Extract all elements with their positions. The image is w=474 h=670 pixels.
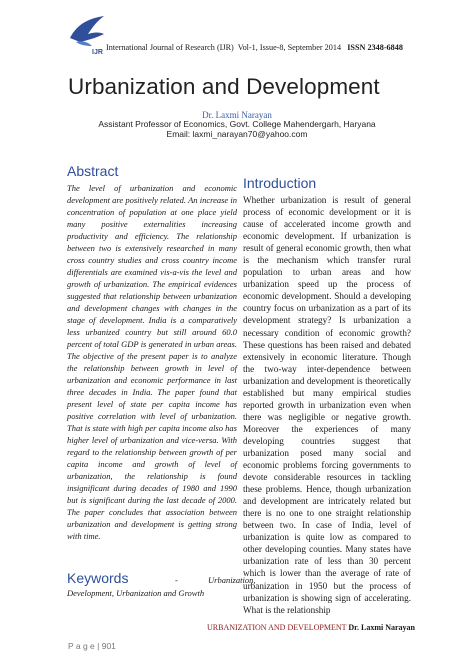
running-title: URBANIZATION AND DEVELOPMENT [207,623,347,632]
svg-text:IJR: IJR [92,49,103,56]
ijr-bird-logo-icon [66,14,106,56]
keywords-line-2: Development, Urbanization and Growth [67,588,205,598]
abstract-text: The level of urbanization and economic development are positively related. An increase in concentration of population at one place yield many positive externalities increasing productivity and efficiency. The relationship between two is extensively researched in many cross country studies and cross country income differentials are examined vis-a-vis the level and growth of urbanization. The empirical evidences suggested that relationship between urbanization and development changes with changes in the stage of development. India is a comparatively less urbanized country but still around 60.0 percent of total GDP is generated in urban areas. The objective of the present paper is to analyze the relationship between growth in level of urbanization and economic performance in last three decades in India. The paper found that present level of state per capita income has positive correlation with level of urbanization. That is state with high per capita income also has higher level of urbanization and vice-versa. With regard to the relationship between growth of per capita income and growth of level of urbanization, the relationship is found insignificant during decades of 1980 and 1990 but is significant during the last decade of 2000. The paper concludes that association between urbanization and development is getting strong with time. [67,183,237,541]
running-author: Dr. Laxmi Narayan [348,623,415,632]
running-footer [207,623,415,632]
author-name: Dr. Laxmi Narayan [202,110,272,120]
journal-name: International Journal of Research (IJR) [106,43,234,52]
introduction-heading: Introduction [243,175,317,191]
journal-volume: Vol-1, Issue-8, September 2014 [237,43,342,52]
keywords-line-1: Urbanization, [208,575,256,585]
journal-header [106,43,466,52]
author-affiliation: Assistant Professor of Economics, Govt. College Mahendergarh, Haryana [98,119,376,129]
keywords-heading: Keywords [67,570,129,586]
introduction-text: Whether urbanization is result of general process of economic development or it is cause of accelerated income growth and economic development. If urbanization is result of general economic growth, then what is the mechanism which transfer rural population to urban areas and how urbanization speed up the process of economic development. Should a developing country focus on urbanization as a part of its development strategy? Is urbanization a necessary condition of economic growth? These questions has been raised and debated extensively in economic literature. Though the two-way inter-dependence between urbanization and development is theoretically established but many empirical studies reported growth in urbanization even when there was negligible or negative growth. Moreover the experiences of many developing countries suggest that urbanization posed many social and economic problems forcing governments to devote considerable resources in tackling these problems. Hence, though urbanization and development are intricately related but there is no one to one straight relationship between two. In case of India, level of urbanization is quite low as compared to other developing counties. Many states have urbanization rate of less than 30 percent which is lower than the average of rate of urbanization in 1950 but the process of urbanization is showing sign of accelerating. What is the relationship [243,195,411,615]
abstract-heading: Abstract [67,163,119,179]
journal-issn: ISSN 2348-6848 [347,43,403,52]
keywords-separator: - [175,575,178,585]
page-number: P a g e | 901 [68,641,116,651]
author-email: Email: laxmi_narayan70@yahoo.com [166,129,308,139]
paper-title: Urbanization and Development [68,74,380,99]
